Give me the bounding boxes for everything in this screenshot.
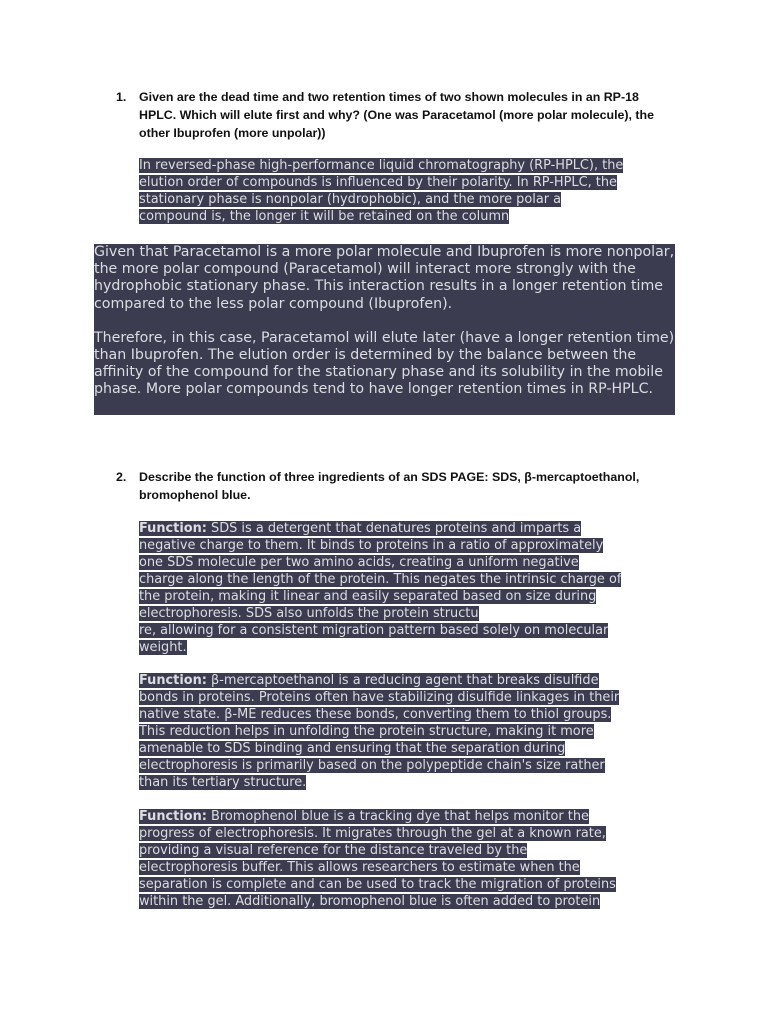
answer-line: electrophoresis is primarily based on the polypeptide chain's size rather (139, 758, 605, 773)
answer-line: negative charge to them. It binds to proteins in a ratio of approximately (139, 538, 604, 553)
answer-line: re, allowing for a consistent migration pattern based solely on molecular (139, 623, 609, 638)
question-text: Describe the function of three ingredients of an SDS PAGE: SDS, β-mercaptoethanol, bromophenol blue. (139, 470, 640, 502)
question-1 (116, 88, 656, 142)
answer-line: electrophoresis. SDS also unfolds the protein structu (139, 606, 479, 621)
answer-line: than its tertiary structure. (139, 775, 307, 790)
answer-line: This reduction helps in unfolding the protein structure, making it more (139, 724, 594, 739)
function-bromophenol-blue (139, 808, 674, 910)
answer-line: within the gel. Additionally, bromophenol blue is often added to protein (139, 894, 601, 909)
question-2 (116, 468, 656, 504)
answer-line: weight. (139, 640, 187, 655)
answer-line: electrophoresis buffer. This allows researchers to estimate when the (139, 860, 580, 875)
answer-line: progress of electrophoresis. It migrates through the gel at a known rate, (139, 826, 606, 841)
answer-line: one SDS molecule per two amino acids, creating a uniform negative (139, 555, 579, 570)
function-mercaptoethanol (139, 672, 674, 791)
answer-paragraph: Therefore, in this case, Paracetamol will elute later (have a longer retention time) than Ibuprofen. The elution order is determined by the balance between the affinity of the compound for the stationary phase and its solubility in the mobile phase. More polar compounds tend to have longer retention times in RP-HPLC. (94, 329, 675, 398)
answer-line: bonds in proteins. Proteins often have stabilizing disulfide linkages in their (139, 690, 620, 705)
answer-line: elution order of compounds is influenced by their polarity. In RP-HPLC, the (139, 175, 617, 190)
answer-paragraph: Given that Paracetamol is a more polar molecule and Ibuprofen is more nonpolar, the more polar compound (Paracetamol) will interact more strongly with the hydrophobic stationary phase. This interaction results in a longer retention time compared to the less polar compound (Ibuprofen). (94, 244, 675, 312)
function-label: Function: (139, 673, 207, 688)
function-sds (139, 520, 674, 656)
answer-line: separation is complete and can be used to track the migration of proteins (139, 877, 616, 892)
function-label: Function: (139, 809, 207, 824)
answer-line: β-mercaptoethanol is a reducing agent that breaks disulfide (206, 673, 599, 688)
answer-line: stationary phase is nonpolar (hydrophobic), and the more polar a (139, 192, 562, 207)
function-label: Function: (139, 521, 207, 536)
answer-line: providing a visual reference for the distance traveled by the (139, 843, 528, 858)
answer-line: compound is, the longer it will be retained on the column (139, 209, 510, 224)
question-number: 2. (116, 470, 127, 484)
answer-line: the protein, making it linear and easily separated based on size during (139, 589, 597, 604)
answer-line: In reversed-phase high-performance liquid chromatography (RP-HPLC), the (139, 158, 624, 173)
answer-line: native state. β-ME reduces these bonds, converting them to thiol groups. (139, 707, 612, 722)
answer-line: charge along the length of the protein. This negates the intrinsic charge of (139, 572, 622, 587)
question-text: Given are the dead time and two retention times of two shown molecules in an RP-18 HPLC. Which will elute first and why? (One was Paracetamol (more polar molecule), the other Ibuprofen (more unpolar)) (139, 90, 655, 140)
answer-1-intro (139, 157, 674, 225)
answer-line: SDS is a detergent that denatures proteins and imparts a (206, 521, 582, 536)
answer-line: Bromophenol blue is a tracking dye that helps monitor the (206, 809, 589, 824)
answer-1-block (94, 244, 675, 415)
answer-line: amenable to SDS binding and ensuring that the separation during (139, 741, 566, 756)
question-number: 1. (116, 90, 127, 104)
